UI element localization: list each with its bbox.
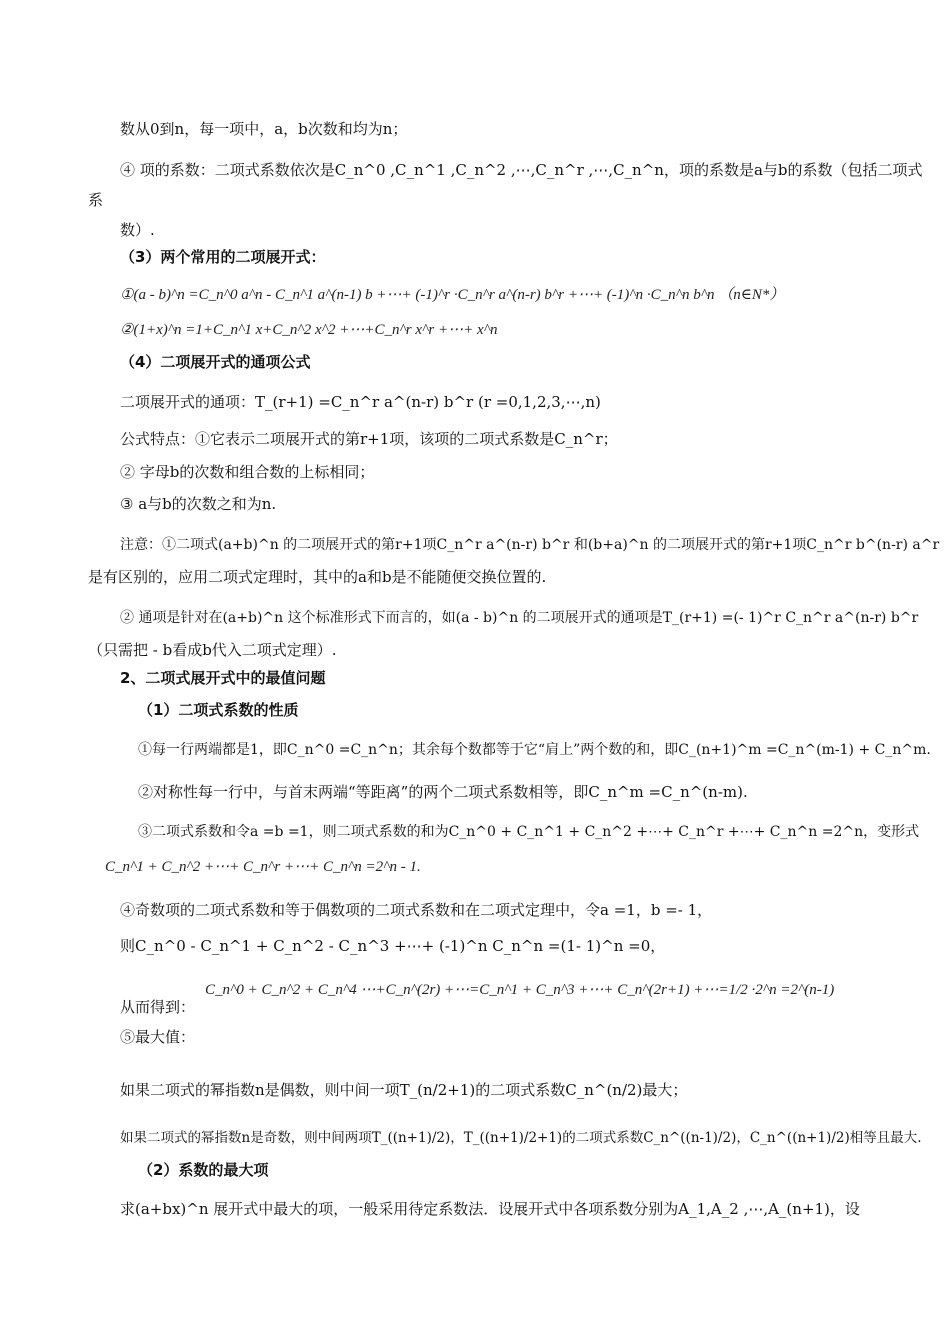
max-odd: 如果二项式的幂指数n是奇数，则中间两项T_((n+1)/2)，T_((n+1)/2+1)的二项式系数C_n^((n-1)/2)，C_n^((n+1)/2)相等且最大. [120, 1130, 922, 1146]
line-2: ④ 项的系数：二项式系数依次是C_n^0 ,C_n^1 ,C_n^2 ,⋯,C_n^r ,⋯,C_n^n，项的系数是a与b的系数（包括二项式 [120, 161, 923, 179]
max-term-line: 求(a+bx)^n 展开式中最大的项，一般采用待定系数法．设展开式中各项系数分别为A_1,A_2 ,⋯,A_(n+1)，设 [120, 1200, 860, 1218]
line-9: 二项展开式的通项：T_(r+1) =C_n^r a^(n-r) b^r (r =0,1,2,3,⋯,n) [120, 393, 601, 411]
property-4-result-formula: C_n^0 + C_n^2 + C_n^4 ⋯+C_n^(2r) +⋯=C_n^1 + C_n^3 +⋯+ C_n^(2r+1) +⋯=1/2 ·2^n =2^(n-1) [205, 982, 835, 998]
subsection-1-title: （1）二项式系数的性质 [138, 701, 299, 719]
note-line-2: 是有区别的，应用二项式定理时，其中的a和b是不能随便交换位置的. [88, 568, 547, 586]
heading-3: （3）两个常用的二项展开式： [120, 248, 326, 266]
property-4-result-label: 从而得到： [120, 998, 196, 1016]
note-line-4: （只需把 - b看成b代入二项式定理）. [88, 641, 337, 659]
note-line-1: 注意：①二项式(a+b)^n 的二项展开式的第r+1项C_n^r a^(n-r) b^r 和(b+a)^n 的二项展开式的第r+1项C_n^r b^(n-r) a^r [120, 537, 940, 553]
section-2-title: 2、二项式展开式中的最值问题 [120, 669, 326, 687]
line-12: ③ a与b的次数之和为n. [120, 495, 277, 513]
property-3-formula: C_n^1 + C_n^2 +⋯+ C_n^r +⋯+ C_n^n =2^n - 1. [105, 859, 421, 875]
max-even: 如果二项式的幂指数n是偶数，则中间一项T_(n/2+1)的二项式系数C_n^(n/2)最大； [120, 1081, 688, 1099]
property-2: ②对称性每一行中，与首末两端“等距离”的两个二项式系数相等，即C_n^m =C_n^(n-m). [138, 783, 748, 801]
line-4: 数）. [120, 221, 155, 239]
line-3: 系 [88, 191, 104, 209]
formula-2: ②(1+x)^n =1+C_n^1 x+C_n^2 x^2 +⋯+C_n^r x^r +⋯+ x^n [120, 322, 498, 338]
line-11: ② 字母b的次数和组合数的上标相同； [120, 463, 375, 481]
property-4-then: 则C_n^0 - C_n^1 + C_n^2 - C_n^3 +⋯+ (-1)^n C_n^n =(1- 1)^n =0， [120, 937, 666, 955]
subsection-2-title: （2）系数的最大项 [138, 1161, 269, 1179]
line-10: 公式特点：①它表示二项展开式的第r+1项，该项的二项式系数是C_n^r； [120, 430, 618, 448]
property-1: ①每一行两端都是1，即C_n^0 =C_n^n；其余每个数都等于它“肩上”两个数的和，即C_(n+1)^m =C_n^(m-1) + C_n^m. [138, 742, 931, 758]
heading-4: （4）二项展开式的通项公式 [120, 353, 311, 371]
property-4: ④奇数项的二项式系数和等于偶数项的二项式系数和在二项式定理中，令a =1，b =- 1， [120, 901, 713, 919]
formula-1: ①(a - b)^n =C_n^0 a^n - C_n^1 a^(n-1) b +⋯+ (-1)^r ·C_n^r a^(n-r) b^r +⋯+ (-1)^n ·C_n^n b^n （n∈N*） [120, 287, 785, 303]
property-3: ③二项式系数和令a =b =1，则二项式系数的和为C_n^0 + C_n^1 + C_n^2 +⋯+ C_n^r +⋯+ C_n^n =2^n，变形式 [138, 824, 920, 840]
property-5: ⑤最大值： [120, 1028, 196, 1046]
line-1: 数从0到n，每一项中，a，b次数和均为n； [120, 120, 408, 138]
note-line-3: ② 通项是针对在(a+b)^n 这个标准形式下而言的，如(a - b)^n 的二项展开式的通项是T_(r+1) =(- 1)^r C_n^r a^(n-r) b^r [120, 610, 919, 626]
